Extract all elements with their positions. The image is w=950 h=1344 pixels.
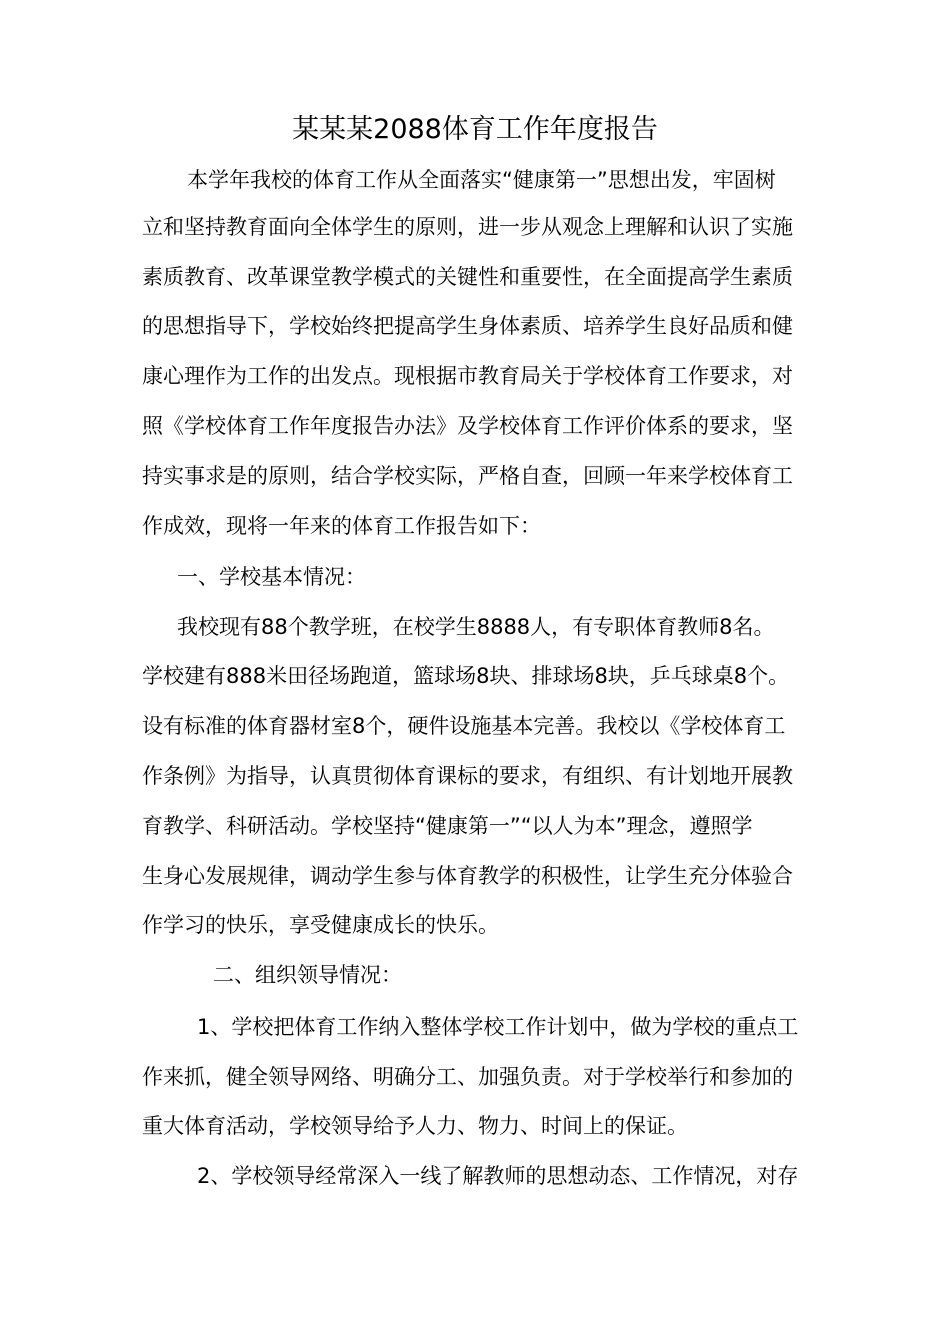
text-line: 我校现有88个教学班，在校学生8888人，有专职体育教师8名。 xyxy=(177,615,775,639)
text-line: 作学习的快乐，享受健康成长的快乐。 xyxy=(142,913,499,937)
text-line: 育教学、科研活动。学校坚持“健康第一”“以人为本”理念，遵照学 xyxy=(142,814,753,838)
text-line: 作成效，现将一年来的体育工作报告如下： xyxy=(142,514,541,538)
text-line: 生身心发展规律，调动学生参与体育教学的积极性，让学生充分体验合 xyxy=(142,864,793,888)
document-title: 某某某2088体育工作年度报告 xyxy=(292,114,658,145)
text-line: 本学年我校的体育工作从全面落实“健康第一”思想出发，牢固树 xyxy=(187,168,776,192)
text-line: 学校建有888米田径场跑道，篮球场8块、排球场8块，乒乓球桌8个。 xyxy=(142,664,790,688)
section-heading: 一、学校基本情况： xyxy=(177,565,366,589)
section-heading: 二、组织领导情况： xyxy=(213,963,402,987)
text-line: 2、学校领导经常深入一线了解教师的思想动态、工作情况，对存 xyxy=(197,1164,799,1188)
text-line: 的思想指导下，学校始终把提高学生身体素质、培养学生良好品质和健 xyxy=(142,314,793,338)
text-line: 作来抓，健全领导网络、明确分工、加强负责。对于学校举行和参加的 xyxy=(142,1065,793,1089)
text-line: 持实事求是的原则，结合学校实际，严格自查，回顾一年来学校体育工 xyxy=(142,464,793,488)
text-line: 照《学校体育工作年度报告办法》及学校体育工作评价体系的要求，坚 xyxy=(142,414,793,438)
text-line: 素质教育、改革课堂教学模式的关键性和重要性，在全面提高学生素质 xyxy=(142,265,793,289)
text-line: 重大体育活动，学校领导给予人力、物力、时间上的保证。 xyxy=(142,1114,688,1138)
text-line: 立和坚持教育面向全体学生的原则，进一步从观念上理解和认识了实施 xyxy=(142,215,793,239)
text-line: 设有标准的体育器材室8个，硬件设施基本完善。我校以《学校体育工 xyxy=(142,714,786,738)
text-line: 康心理作为工作的出发点。现根据市教育局关于学校体育工作要求，对 xyxy=(142,364,793,388)
text-line: 1、学校把体育工作纳入整体学校工作计划中，做为学校的重点工 xyxy=(197,1015,799,1039)
text-line: 作条例》为指导，认真贯彻体育课标的要求，有组织、有计划地开展教 xyxy=(142,764,793,788)
